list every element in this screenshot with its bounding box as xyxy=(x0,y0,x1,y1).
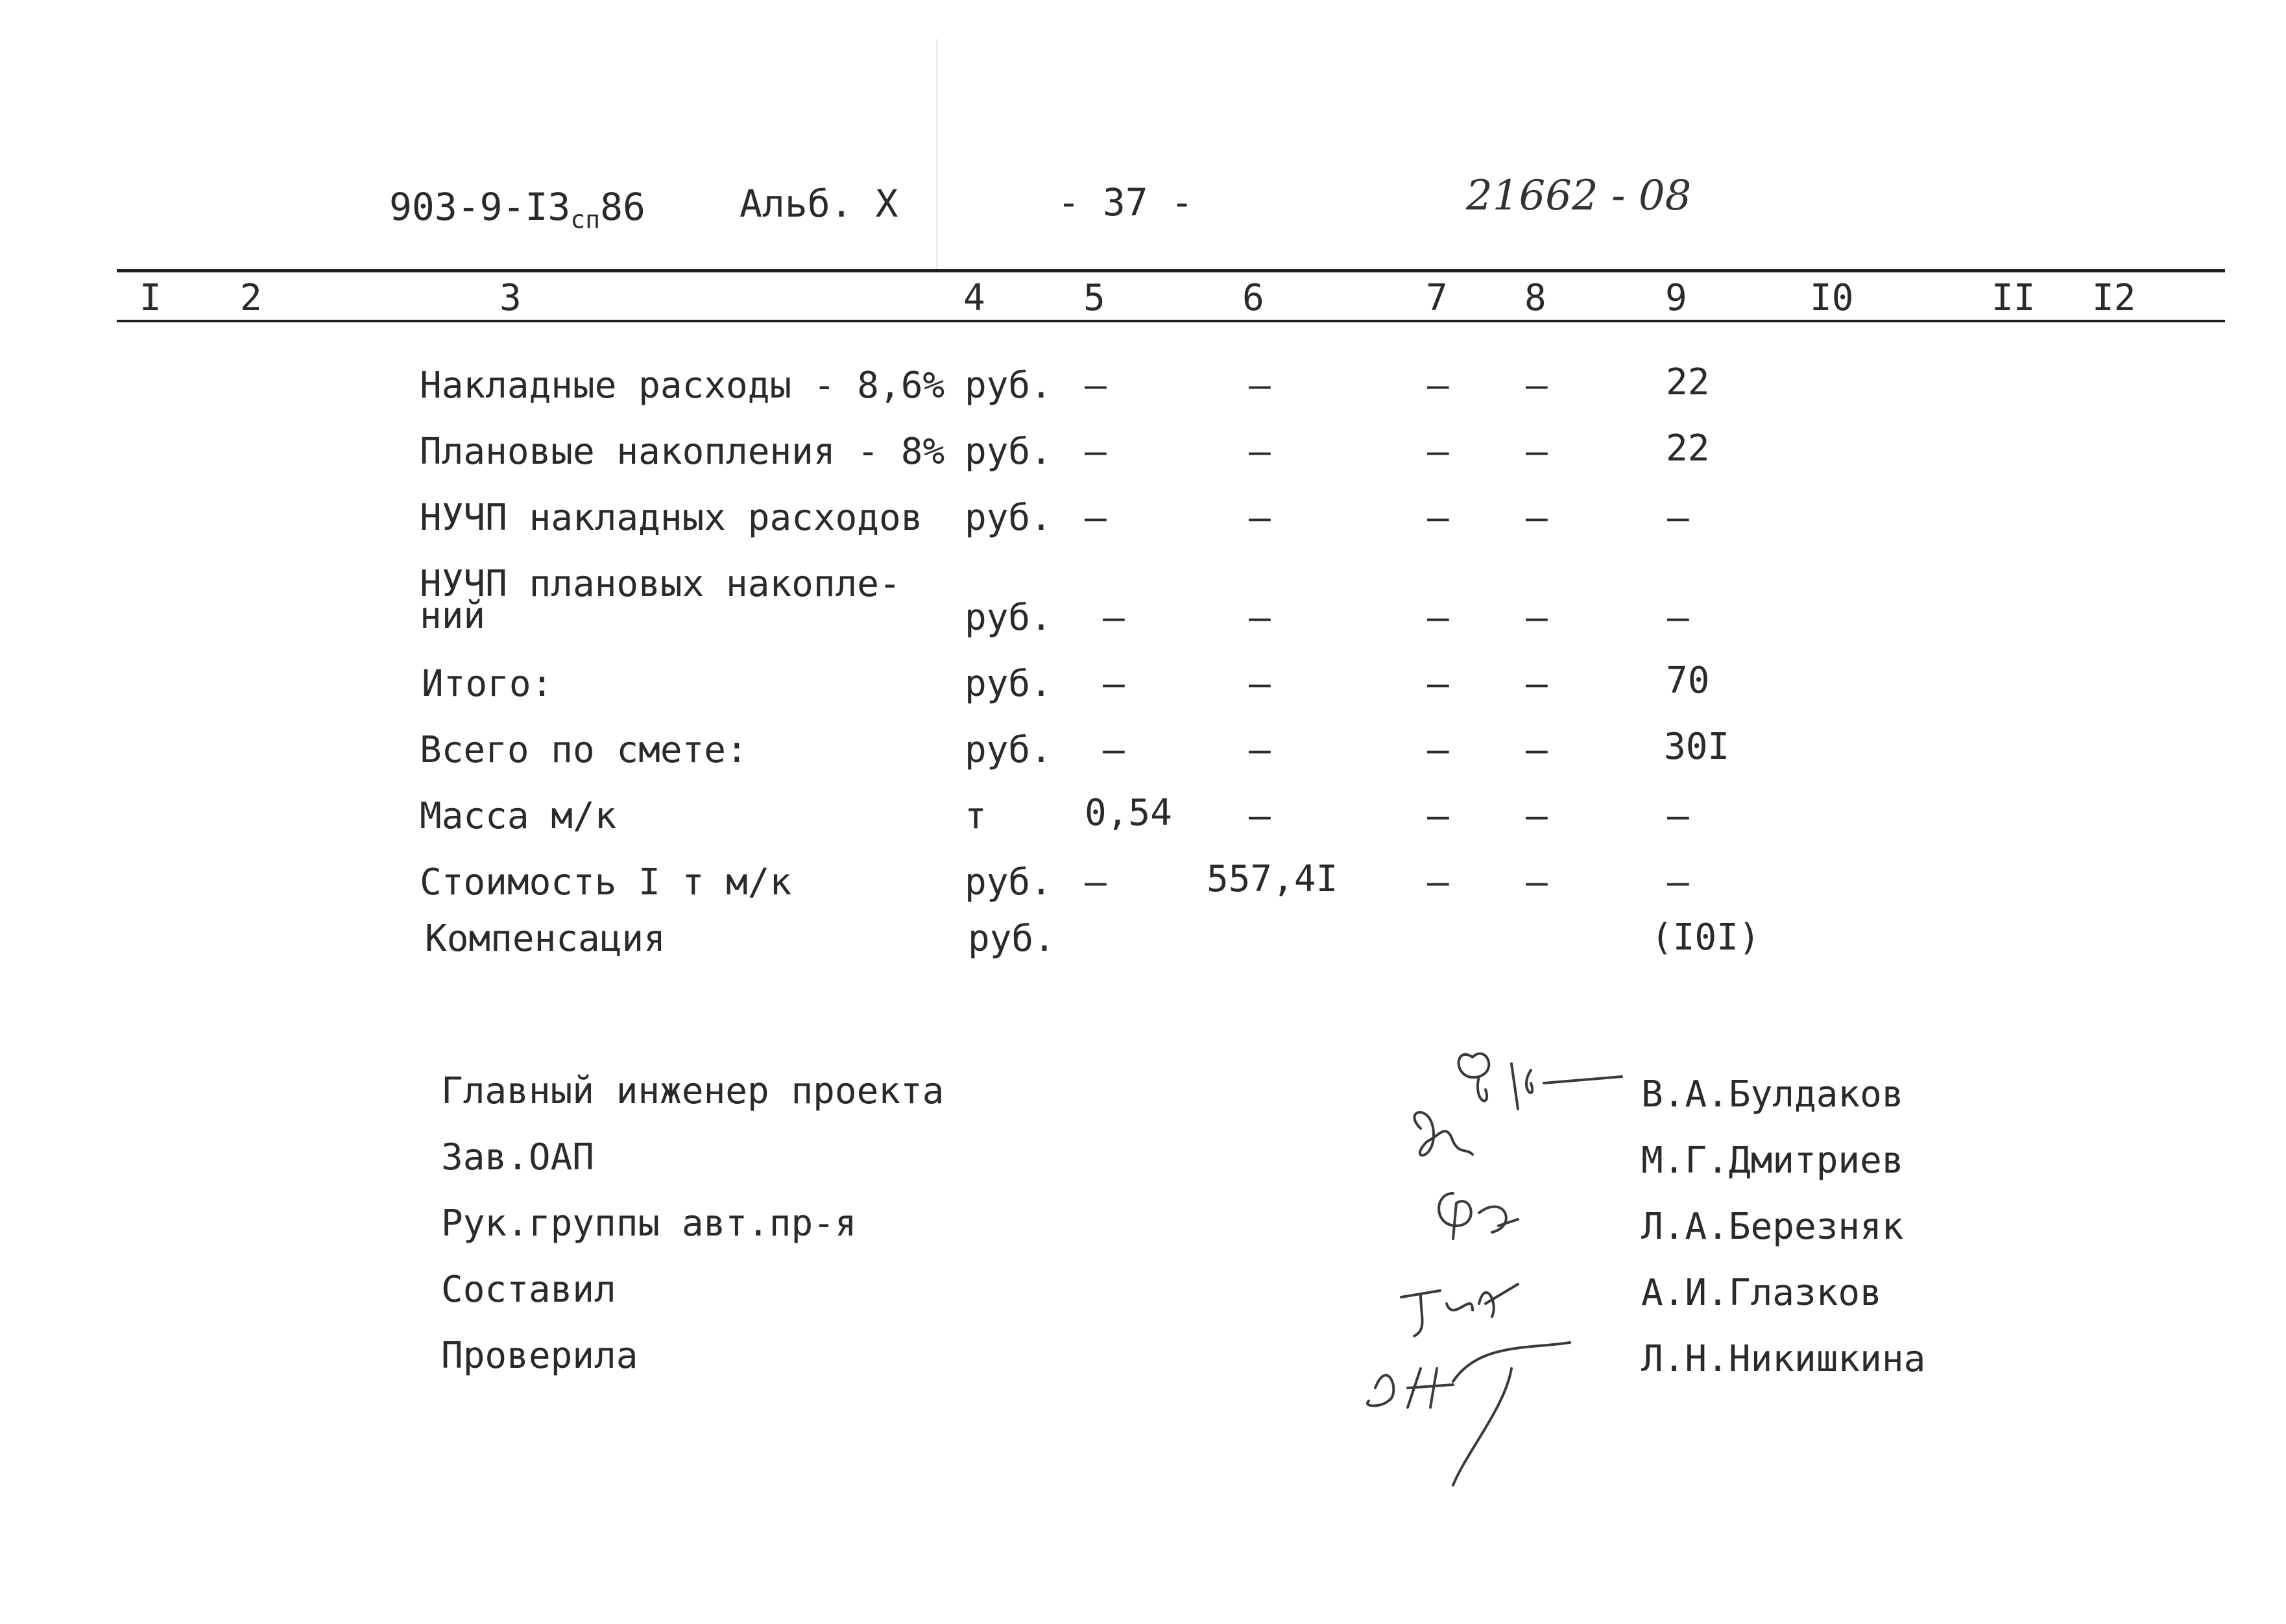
row-label: Масса м/к xyxy=(420,795,617,837)
row-unit: т xyxy=(965,795,987,837)
col-header-2: 2 xyxy=(240,277,262,319)
cell-col8: – xyxy=(1526,861,1548,903)
signature-2 xyxy=(1414,1112,1473,1155)
cell-col9: 22 xyxy=(1666,361,1710,403)
cell-col8: – xyxy=(1526,795,1548,837)
cell-col6: – xyxy=(1249,431,1271,473)
row-label: Всего по смете: xyxy=(420,729,748,771)
row-label: Накладные расходы - 8,6% xyxy=(420,364,945,407)
cell-col9: 22 xyxy=(1666,427,1710,470)
cell-col7: – xyxy=(1427,795,1449,837)
row-unit: руб. xyxy=(965,497,1052,539)
cell-col5: – xyxy=(1103,663,1125,705)
col-header-12: I2 xyxy=(2092,277,2136,319)
cell-col7: – xyxy=(1427,729,1449,771)
album-label: Альб. X xyxy=(740,182,898,226)
cell-col6: – xyxy=(1249,729,1271,771)
signatory-name: В.А.Булдаков xyxy=(1641,1073,1904,1116)
cell-col9: 70 xyxy=(1666,660,1710,702)
doc-number-main: 903-9-I3 xyxy=(389,185,571,229)
cell-col9: 30I xyxy=(1664,726,1730,768)
cell-col5: 0,54 xyxy=(1085,792,1172,834)
cell-col8: – xyxy=(1526,497,1548,539)
doc-number-sub: сп xyxy=(570,205,601,234)
cell-col7: – xyxy=(1427,663,1449,705)
handwritten-code: 21662 - 08 xyxy=(1466,172,1692,220)
cell-col5: – xyxy=(1085,861,1107,903)
page-number: - 37 - xyxy=(1057,180,1194,224)
scan-fold-line xyxy=(936,39,938,272)
cell-col5: – xyxy=(1085,497,1107,539)
col-header-9: 9 xyxy=(1665,277,1687,319)
cell-col9: – xyxy=(1667,861,1689,903)
signature-3 xyxy=(1439,1193,1518,1239)
row-label: НУЧП накладных расходов xyxy=(420,497,923,539)
cell-col7: – xyxy=(1427,597,1449,639)
cell-col5: – xyxy=(1085,431,1107,473)
cell-col8: – xyxy=(1526,729,1548,771)
cell-col6: – xyxy=(1249,497,1271,539)
handwritten-signatures xyxy=(1323,1031,1648,1518)
cell-col5: – xyxy=(1103,597,1125,639)
signatory-name: Л.Н.Никишкина xyxy=(1641,1338,1926,1380)
row-unit: руб. xyxy=(965,861,1052,903)
row-label: Стоимость I т м/к xyxy=(420,861,792,903)
row-unit: руб. xyxy=(965,431,1052,473)
cell-col6: – xyxy=(1249,597,1271,639)
cell-col9: – xyxy=(1667,795,1689,837)
row-label: Плановые накопления - 8% xyxy=(420,431,945,473)
cell-col6: – xyxy=(1249,795,1271,837)
signatory-role: Составил xyxy=(441,1269,616,1311)
row-label-continued: ний xyxy=(420,595,486,637)
col-header-6: 6 xyxy=(1242,277,1264,319)
row-unit: руб. xyxy=(965,729,1052,771)
cell-col5: – xyxy=(1103,729,1125,771)
col-header-4: 4 xyxy=(963,277,985,319)
cell-col7: – xyxy=(1427,431,1449,473)
cell-col9: – xyxy=(1667,497,1689,539)
cell-col5: – xyxy=(1085,364,1107,407)
signatory-role: Проверила xyxy=(441,1335,638,1377)
cell-col6: – xyxy=(1249,364,1271,407)
signature-5 xyxy=(1367,1343,1570,1485)
row-unit: руб. xyxy=(965,597,1052,639)
cell-col7: – xyxy=(1427,861,1449,903)
header-rule-top xyxy=(117,269,2225,272)
cell-col8: – xyxy=(1526,597,1548,639)
cell-col6: 557,4I xyxy=(1207,858,1338,900)
col-header-10: I0 xyxy=(1810,277,1854,319)
signatory-name: А.И.Глазков xyxy=(1641,1272,1882,1314)
col-header-1: I xyxy=(139,277,162,319)
col-header-3: 3 xyxy=(499,277,522,319)
cell-col6: – xyxy=(1249,663,1271,705)
signatory-role: Рук.группы авт.пр-я xyxy=(441,1202,857,1245)
cell-col9: – xyxy=(1667,597,1689,639)
col-header-5: 5 xyxy=(1083,277,1105,319)
col-header-11: II xyxy=(1991,277,2036,319)
doc-number xyxy=(389,185,645,234)
signature-1 xyxy=(1459,1053,1622,1109)
signatory-role: Зав.ОАП xyxy=(441,1136,595,1178)
col-header-8: 8 xyxy=(1524,277,1546,319)
col-header-7: 7 xyxy=(1426,277,1448,319)
row-unit: руб. xyxy=(965,663,1052,705)
signatory-name: М.Г.Дмитриев xyxy=(1641,1140,1904,1182)
signatory-role: Главный инженер проекта xyxy=(441,1070,944,1112)
cell-col8: – xyxy=(1526,364,1548,407)
row-unit: руб. xyxy=(968,918,1055,960)
cell-col9: (I0I) xyxy=(1651,916,1761,959)
row-label: Итого: xyxy=(422,663,553,705)
doc-number-year: 86 xyxy=(600,185,645,229)
cell-col7: – xyxy=(1427,497,1449,539)
row-label: Компенсация xyxy=(425,918,666,960)
cell-col8: – xyxy=(1526,431,1548,473)
row-unit: руб. xyxy=(965,364,1052,407)
header-rule-bottom xyxy=(117,320,2225,322)
cell-col7: – xyxy=(1427,364,1449,407)
cell-col8: – xyxy=(1526,663,1548,705)
row-label: НУЧП плановых накопле- xyxy=(420,563,901,605)
signatory-name: Л.А.Березняк xyxy=(1641,1206,1904,1248)
signature-4 xyxy=(1401,1284,1518,1336)
